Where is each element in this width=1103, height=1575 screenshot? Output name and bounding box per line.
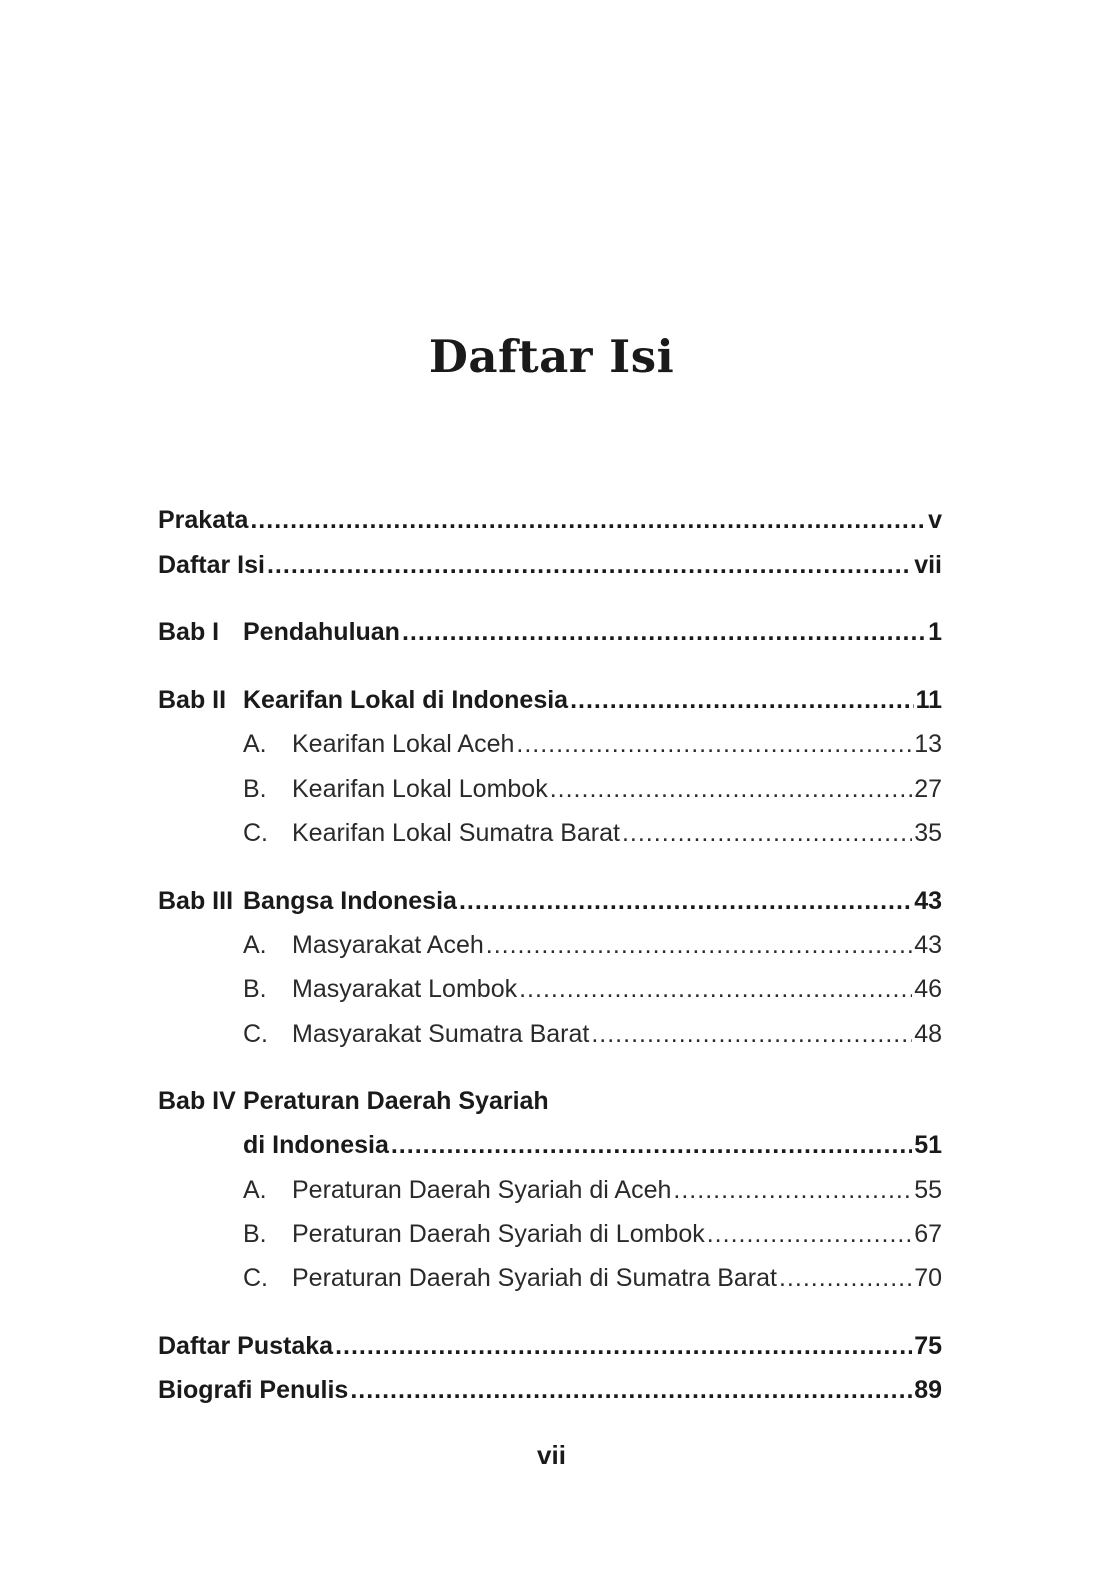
toc-entry-page: v	[928, 506, 942, 534]
toc-entry-daftar-isi[interactable]	[158, 545, 942, 585]
toc-entry-title: di Indonesia	[243, 1131, 389, 1159]
dot-leader	[707, 1214, 912, 1254]
toc-entry-title: Peraturan Daerah Syariah di Sumatra Barat	[292, 1264, 777, 1292]
toc-entry-title: Biografi Penulis	[158, 1376, 349, 1404]
chapter-number: Bab III	[158, 887, 234, 915]
toc-subentry[interactable]	[158, 1014, 942, 1054]
toc-subentry[interactable]	[158, 1258, 942, 1298]
toc-entry-page: 46	[914, 975, 942, 1003]
subentry-letter: A.	[243, 931, 267, 959]
dot-leader	[516, 724, 912, 764]
dot-leader	[550, 769, 912, 809]
toc-subentry[interactable]	[158, 1170, 942, 1210]
subentry-letter: B.	[243, 1220, 267, 1248]
dot-leader	[402, 612, 926, 652]
dot-leader	[591, 1014, 912, 1054]
toc-entry-title: Kearifan Lokal di Indonesia	[243, 686, 569, 714]
toc-entry-bab-4[interactable]	[158, 1081, 942, 1121]
toc-entry-page: 70	[914, 1264, 942, 1292]
chapter-number: Bab IV	[158, 1087, 236, 1115]
toc-entry-page: 55	[914, 1176, 942, 1204]
dot-leader	[391, 1125, 912, 1165]
toc-entry-page: 67	[914, 1220, 942, 1248]
toc-entry-title: Peraturan Daerah Syariah di Lombok	[292, 1220, 705, 1248]
toc-entry-title: Masyarakat Lombok	[292, 975, 518, 1003]
toc-subentry[interactable]	[158, 724, 942, 764]
toc-entry-bab-3[interactable]	[158, 881, 942, 921]
dot-leader	[459, 881, 912, 921]
subentry-letter: A.	[243, 1176, 267, 1204]
subentry-letter: C.	[243, 819, 268, 847]
toc-entry-biografi-penulis[interactable]	[158, 1370, 942, 1410]
dot-leader	[519, 969, 912, 1009]
dot-leader	[779, 1258, 912, 1298]
toc-entry-title: Kearifan Lokal Aceh	[292, 730, 515, 758]
toc-entry-title: Daftar Pustaka	[158, 1332, 334, 1360]
subentry-letter: C.	[243, 1264, 268, 1292]
toc-entry-prakata[interactable]	[158, 500, 942, 540]
toc-entry-page: 75	[914, 1332, 942, 1360]
toc-entry-title: Kearifan Lokal Sumatra Barat	[292, 819, 620, 847]
toc-entry-page: 11	[915, 686, 942, 714]
dot-leader	[267, 545, 912, 585]
toc-entry-title: Masyarakat Sumatra Barat	[292, 1020, 590, 1048]
dot-leader	[486, 925, 912, 965]
toc-entry-page: 43	[914, 931, 942, 959]
toc-entry-page: 1	[928, 618, 942, 646]
subentry-letter: C.	[243, 1020, 268, 1048]
toc-subentry[interactable]	[158, 969, 942, 1009]
toc-entry-page: 35	[914, 819, 942, 847]
page-number: vii	[537, 1440, 566, 1470]
toc-entry-page: 27	[914, 775, 942, 803]
toc-entry-page: 89	[914, 1376, 942, 1404]
toc-entry-bab-4-continued[interactable]	[158, 1125, 942, 1165]
dot-leader	[570, 680, 913, 720]
toc-entry-page: 13	[914, 730, 942, 758]
toc-subentry[interactable]	[158, 1214, 942, 1254]
toc-entry-title: Daftar Isi	[158, 551, 265, 579]
toc-entry-title: Masyarakat Aceh	[292, 931, 484, 959]
toc-entry-title: Peraturan Daerah Syariah	[243, 1087, 549, 1115]
toc-entry-page: vii	[914, 551, 942, 579]
dot-leader	[350, 1370, 912, 1410]
page-title: Daftar Isi	[428, 330, 675, 383]
toc-entry-title: Bangsa Indonesia	[243, 887, 457, 915]
toc-entry-daftar-pustaka[interactable]	[158, 1326, 942, 1366]
dot-leader	[250, 500, 926, 540]
subentry-letter: A.	[243, 730, 267, 758]
chapter-number: Bab II	[158, 686, 227, 714]
toc-entry-title: Kearifan Lokal Lombok	[292, 775, 548, 803]
toc-entry-title: Peraturan Daerah Syariah di Aceh	[292, 1176, 672, 1204]
dot-leader	[335, 1326, 912, 1366]
table-of-contents	[158, 0, 942, 1575]
toc-entry-page: 51	[914, 1131, 942, 1159]
toc-entry-title: Pendahuluan	[243, 618, 400, 646]
toc-entry-title: Prakata	[158, 506, 249, 534]
chapter-number: Bab I	[158, 618, 220, 646]
toc-subentry[interactable]	[158, 769, 942, 809]
dot-leader	[673, 1170, 912, 1210]
toc-subentry[interactable]	[158, 925, 942, 965]
toc-entry-bab-1[interactable]	[158, 612, 942, 652]
toc-entry-page: 43	[914, 887, 942, 915]
subentry-letter: B.	[243, 775, 267, 803]
toc-entry-bab-2[interactable]	[158, 680, 942, 720]
toc-subentry[interactable]	[158, 813, 942, 853]
subentry-letter: B.	[243, 975, 267, 1003]
dot-leader	[622, 813, 912, 853]
toc-entry-page: 48	[914, 1020, 942, 1048]
